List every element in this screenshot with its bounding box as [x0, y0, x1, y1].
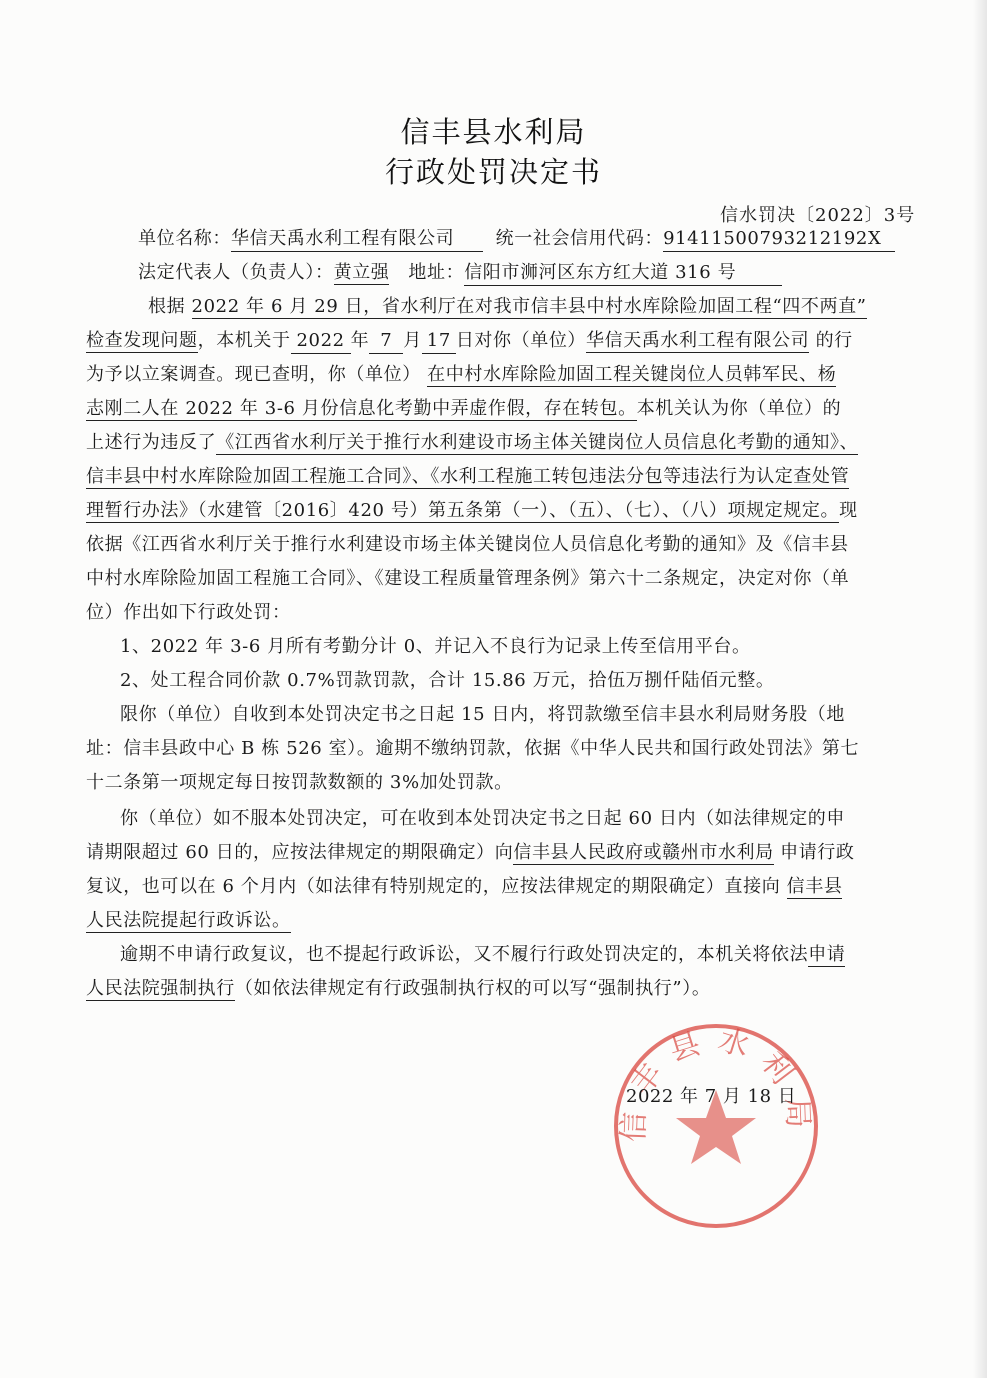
court-name: 人民法院提起行政诉讼。	[86, 910, 291, 931]
text-segment: 日对你（单位）	[455, 330, 587, 351]
representative-line	[138, 262, 782, 286]
text-segment: 上述行为违反了	[86, 432, 217, 453]
filing-month: 7	[369, 330, 403, 354]
body-line-6	[86, 466, 849, 488]
document-title: 行政处罚决定书	[384, 155, 602, 189]
appeal-line-3	[86, 876, 842, 898]
body-line-4	[86, 398, 841, 420]
official-seal	[610, 1020, 822, 1232]
appeal-line-4	[86, 910, 291, 932]
review-authority: 信丰县人民政府或赣州市水利局	[513, 842, 774, 863]
text-segment: 现	[839, 500, 858, 521]
text-segment: 请期限超过 60 日的，应按法律规定的期限确定）向	[86, 842, 514, 863]
unit-name: 华信天禹水利工程有限公司	[231, 228, 483, 252]
enforcement-term: 申请	[808, 944, 846, 965]
text-segment: 复议，也可以在 6 个月内（如法律有特别规定的，应按法律规定的期限确定）直接向	[86, 876, 781, 897]
issue-date: 2022 年 7 月 18 日	[626, 1086, 797, 1107]
violated-regulation: 理暂行办法》（水建管〔2016〕420 号）第五条第（一）、（五）、（七）、（八）项规定规定。	[86, 500, 840, 521]
text-segment: 月	[403, 330, 422, 351]
appeal-line-1: 你（单位）如不服本处罚决定，可在收到本处罚决定书之日起 60 日内（如法律规定的申	[120, 808, 845, 829]
body-line-3	[86, 364, 836, 386]
text-segment: 本机关认为你（单位）的	[636, 398, 842, 419]
text-segment: （如依法律规定有行政强制执行权的可以写“强制执行”）。	[234, 978, 711, 999]
body-line-9: 中村水库除险加固工程施工合同》、《建设工程质量管理条例》第六十二条规定，决定对你（单	[86, 568, 850, 589]
finding-text: 在中村水库除险加固工程关键岗位人员韩军民、杨	[427, 364, 837, 385]
filing-year: 2022	[291, 330, 351, 354]
text-segment: 申请行政	[780, 842, 855, 863]
text-segment: 逾期不申请行政复议，也不提起行政诉讼，又不履行行政处罚决定的，本机关将依法	[120, 944, 809, 965]
text-segment: 的行	[815, 330, 853, 351]
body-line-5	[86, 432, 858, 454]
page-edge-shadow	[973, 0, 987, 1378]
body-line-10: 位）作出如下行政处罚：	[86, 602, 291, 623]
violated-regulation: 《江西省水利厅关于推行水利建设市场主体关键岗位人员信息化考勤的通知》、	[216, 432, 859, 453]
text-segment: 为予以立案调查。现已查明，你（单位）	[86, 364, 421, 385]
rep-name: 黄立强	[333, 262, 390, 283]
payment-line-2: 址：信丰县政中心 B 栋 526 室）。逾期不缴纳罚款，依据《中华人民共和国行政处罚法》第七	[86, 738, 860, 759]
unit-line	[138, 228, 895, 252]
seal-text: 信丰县水利局	[616, 1022, 816, 1143]
unit-label: 单位名称：	[138, 228, 231, 249]
violated-regulation: 信丰县中村水库除险加固工程施工合同》、《水利工程施工转包违法分包等违法行为认定查处管	[86, 466, 850, 487]
document-number: 信水罚决〔2022〕3号	[720, 205, 916, 226]
body-line-1	[148, 296, 867, 318]
address: 信阳市浉河区东方红大道 316 号	[464, 262, 782, 286]
finding-text: 志刚二人在 2022 年 3-6 月份信息化考勤中弄虚作假，存在转包。	[86, 398, 637, 419]
enforcement-line-1	[120, 944, 845, 966]
credit-label: 统一社会信用代码：	[495, 228, 664, 249]
text-segment: 根据	[148, 296, 186, 317]
body-line-8: 依据《江西省水利厅关于推行水利建设市场主体关键岗位人员信息化考勤的通知》及《信丰县	[86, 534, 849, 555]
body-line-7	[86, 500, 858, 522]
text-segment: 年	[350, 330, 370, 351]
enforcement-line-2	[86, 978, 710, 1000]
credit-code: 91411500793212192X	[663, 228, 895, 252]
payment-line-3: 十二条第一项规定每日按罚款数额的 3%加处罚款。	[86, 772, 513, 793]
party-name-ref: 华信天禹水利工程有限公司	[586, 330, 810, 351]
text-segment: ，本机关于	[197, 330, 291, 351]
rep-label: 法定代表人（负责人）：	[138, 262, 334, 283]
inspection-date: 2022 年 6 月 29 日，省水利厅在对我市信丰县中村水库除险加固工程“四不两直”	[191, 296, 867, 317]
court-name: 信丰县	[786, 876, 843, 897]
penalty-item-1: 1、2022 年 3-6 月所有考勤分计 0、并记入不良行为记录上传至信用平台。	[120, 636, 751, 657]
filing-day: 17	[422, 330, 456, 354]
appeal-line-2	[86, 842, 855, 864]
addr-label: 地址：	[408, 262, 465, 283]
payment-line-1: 限你（单位）自收到本处罚决定书之日起 15 日内，将罚款缴至信丰县水利局财务股（地	[120, 704, 845, 725]
penalty-item-2: 2、处工程合同价款 0.7%罚款罚款，合计 15.86 万元，拾伍万捌仟陆佰元整。	[120, 670, 775, 691]
body-line-2	[86, 330, 853, 354]
agency-title: 信丰县水利局	[400, 115, 587, 149]
text-segment: 检查发现问题	[86, 330, 198, 351]
enforcement-term: 人民法院强制执行	[86, 978, 235, 999]
